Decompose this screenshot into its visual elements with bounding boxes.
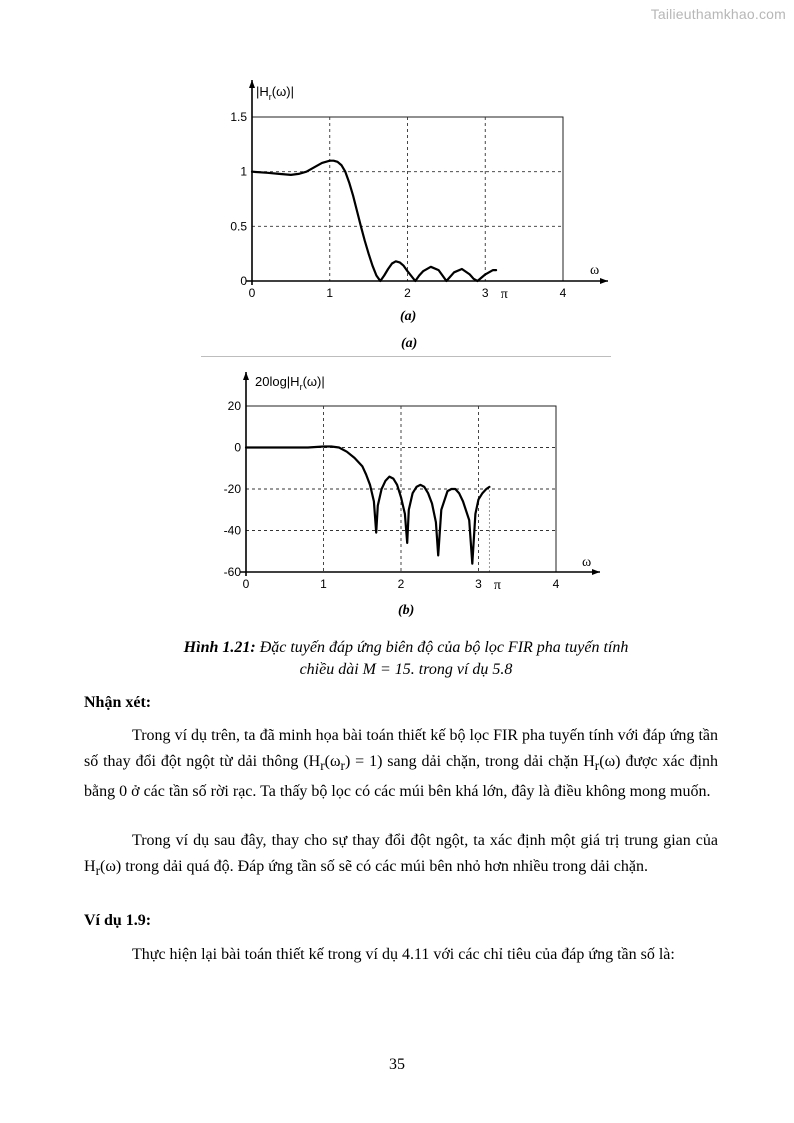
b-y-axis-arrow <box>243 372 249 380</box>
figure-a-xlabel: ω <box>590 263 600 278</box>
figure-b-xlabel: ω <box>582 555 592 570</box>
a-pi-tick-label: π <box>500 287 508 302</box>
figure-b-curve-group <box>246 447 489 564</box>
caption-line-1 <box>100 637 712 659</box>
paragraph-3: Thực hiện lại bài toán thiết kế trong ví dụ 4.11 với các chỉ tiêu của đáp ứng tần số là: <box>132 946 675 963</box>
paragraph-2: Trong ví dụ sau đây, thay cho sự thay đổi đột ngột, ta xác định một giá trị trung gian của $H_r(\omega)$ trong dải quá độ. Đáp ứng tần số sẽ có các múi bên nhỏ hơn nhiều trong dải chặn. <box>84 832 718 879</box>
b-y-tick-label-3: 0 <box>234 440 241 455</box>
a-x-tick-label-3: 3 <box>481 286 489 300</box>
b-y-tick-label-0: -60 <box>223 565 241 579</box>
b-x-tick-label-3: 3 <box>475 577 482 591</box>
a-x-tick-label-1: 1 <box>326 286 334 300</box>
a-x-tick-label-4: 4 <box>559 286 567 300</box>
a-y-axis-arrow <box>249 80 255 88</box>
b-y-tick-label-2: -20 <box>223 482 241 496</box>
paragraph-1: Trong ví dụ trên, ta đã minh họa bài toán thiết kế bộ lọc FIR pha tuyến tính với đáp ứng tần số thay đổi đột ngột từ dải thông $(H_r(\omega_r) = 1)$ sang dải chặn, trong dải chặn $H_r(\omega)$ được xác định bằng 0 ở các tần số rời rạc. Ta thấy bộ lọc có các múi bên khá lớn, đây là điều không mong muốn. <box>84 727 718 801</box>
b-x-tick-label-2: 2 <box>397 577 405 591</box>
figure-a-sublabel: (a) <box>400 309 417 324</box>
figure-b-ylabel: $20\log|H_r(\omega)|$ <box>255 374 325 392</box>
figure-a-grid <box>252 117 563 281</box>
figure-b-sublabel: (b) <box>398 603 415 618</box>
b-pi-tick-label: π <box>493 578 502 593</box>
figure-divider <box>201 356 611 357</box>
figure-caption <box>100 637 712 681</box>
caption-text-1: Đặc tuyến đáp ứng biên độ của bộ lọc FIR pha tuyến tính <box>259 639 629 656</box>
a-y-tick-label-0: 0 <box>240 274 247 288</box>
a-y-tick-label-2: 1 <box>240 164 247 179</box>
b-x-tick-label-1: 1 <box>320 577 327 591</box>
a-y-tick-label-1: 0.5 <box>230 219 247 234</box>
b-y-tick-label-1: -40 <box>223 523 241 538</box>
b-y-tick-label-4: 20 <box>227 399 241 413</box>
heading-nhan-xet: Nhận xét: <box>84 694 152 711</box>
a-y-tick-label-3: 1.5 <box>230 110 247 124</box>
figure-a-ylabel: $|H_r(\omega)|$ <box>256 84 294 102</box>
figure-a-tick-labels <box>230 110 566 302</box>
figure-a-magnitude-plot <box>0 70 794 355</box>
caption-label: Hình 1.21: <box>183 639 256 656</box>
figure-b-grid <box>246 406 556 572</box>
b-x-tick-label-0: 0 <box>242 577 250 591</box>
watermark: Tailieuthamkhao.com <box>650 6 786 22</box>
a-x-axis-arrow <box>600 278 608 284</box>
figure-a-sublabel-repeat: (a) <box>401 336 418 351</box>
figure-a-curve-group <box>252 161 496 281</box>
heading-vi-du: Ví dụ 1.9: <box>84 912 152 929</box>
b-x-tick-label-4: 4 <box>552 577 560 591</box>
figure-b-tick-labels <box>224 399 560 593</box>
a-series-line <box>252 161 496 281</box>
b-series-line <box>246 447 489 564</box>
a-x-tick-label-2: 2 <box>404 286 411 300</box>
figure-b-axes <box>240 372 600 576</box>
page-number: 35 <box>389 1056 405 1073</box>
caption-line-2: chiều dài M = 15. trong ví dụ 5.8 <box>299 661 513 678</box>
figure-b-log-magnitude-plot <box>0 362 794 627</box>
b-x-axis-arrow <box>592 569 600 575</box>
a-x-tick-label-0: 0 <box>248 286 256 300</box>
figure-a-axes <box>246 80 608 285</box>
